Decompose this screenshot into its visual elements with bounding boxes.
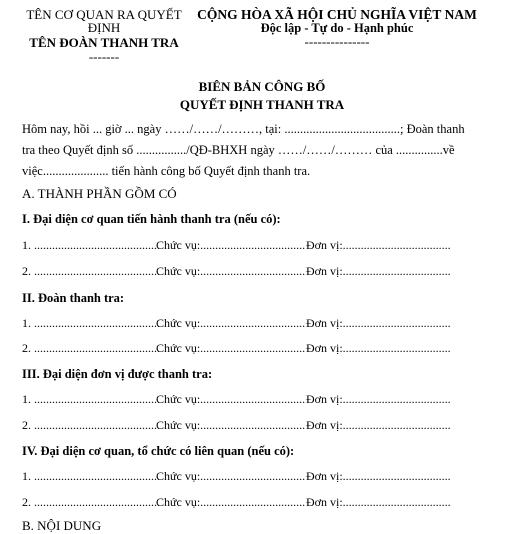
participant-unit: Đơn vị:.................................... bbox=[306, 418, 451, 432]
participant-row bbox=[22, 392, 502, 406]
participant-name: 2. .......................................... bbox=[22, 495, 160, 509]
participant-position: Chức vụ:................................... bbox=[156, 392, 306, 406]
left-header-rule: ------- bbox=[88, 49, 120, 64]
section-b-title: B. NỘI DUNG bbox=[22, 518, 102, 533]
section-1-title: I. Đại diện cơ quan tiến hành thanh tra (nếu có): bbox=[22, 212, 281, 226]
participant-row bbox=[22, 418, 502, 432]
participant-name: 2. .......................................... bbox=[22, 264, 160, 278]
participant-row bbox=[22, 238, 502, 252]
participant-unit: Đơn vị:.................................... bbox=[306, 238, 451, 252]
participant-row bbox=[22, 316, 502, 330]
participant-row bbox=[22, 495, 502, 509]
participant-row bbox=[22, 264, 502, 278]
agency-name-line2: ĐỊNH bbox=[87, 20, 121, 35]
national-title: CỘNG HÒA XÃ HỘI CHỦ NGHĨA VIỆT NAM bbox=[197, 7, 477, 22]
intro-line1: Hôm nay, hồi ... giờ ... ngày ……/……/………, tại: .....................................; Đoàn thanh bbox=[22, 122, 465, 136]
participant-row bbox=[22, 469, 502, 483]
participant-position: Chức vụ:................................... bbox=[156, 495, 306, 509]
section-2-title: II. Đoàn thanh tra: bbox=[22, 291, 125, 305]
participant-row bbox=[22, 341, 502, 355]
participant-position: Chức vụ:................................... bbox=[156, 341, 306, 355]
document-title-line1: BIÊN BẢN CÔNG BỐ bbox=[198, 79, 326, 94]
participant-unit: Đơn vị:.................................... bbox=[306, 469, 451, 483]
participant-name: 2. .......................................... bbox=[22, 341, 160, 355]
participant-position: Chức vụ:................................... bbox=[156, 264, 306, 278]
participant-position: Chức vụ:................................... bbox=[156, 316, 306, 330]
intro-line2: tra theo Quyết định số ................/QĐ-BHXH ngày ……/……/……… của ...............về bbox=[22, 143, 455, 157]
participant-unit: Đơn vị:.................................... bbox=[306, 392, 451, 406]
section-4-title: IV. Đại diện cơ quan, tổ chức có liên quan (nếu có): bbox=[22, 444, 295, 458]
section-a-title: A. THÀNH PHẦN GỒM CÓ bbox=[22, 186, 177, 201]
participant-unit: Đơn vị:.................................... bbox=[306, 341, 451, 355]
participant-unit: Đơn vị:.................................... bbox=[306, 495, 451, 509]
inspection-team-name: TÊN ĐOÀN THANH TRA bbox=[29, 35, 179, 50]
agency-name-line1: TÊN CƠ QUAN RA QUYẾT bbox=[26, 7, 182, 22]
participant-position: Chức vụ:................................... bbox=[156, 469, 306, 483]
national-motto: Độc lập - Tự do - Hạnh phúc bbox=[260, 21, 414, 35]
section-3-title: III. Đại diện đơn vị được thanh tra: bbox=[22, 367, 213, 381]
participant-position: Chức vụ:................................... bbox=[156, 418, 306, 432]
participant-name: 1. .......................................... bbox=[22, 469, 160, 483]
right-header-rule: --------------- bbox=[304, 34, 370, 49]
document-title-line2: QUYẾT ĐỊNH THANH TRA bbox=[179, 97, 345, 112]
participant-name: 1. .......................................... bbox=[22, 316, 160, 330]
intro-line3: việc..................... tiến hành công bố Quyết định thanh tra. bbox=[22, 164, 311, 178]
participant-name: 1. .......................................... bbox=[22, 238, 160, 252]
participant-unit: Đơn vị:.................................... bbox=[306, 316, 451, 330]
participant-name: 2. .......................................... bbox=[22, 418, 160, 432]
participant-unit: Đơn vị:.................................... bbox=[306, 264, 451, 278]
participant-name: 1. .......................................... bbox=[22, 392, 160, 406]
participant-position: Chức vụ:................................... bbox=[156, 238, 306, 252]
